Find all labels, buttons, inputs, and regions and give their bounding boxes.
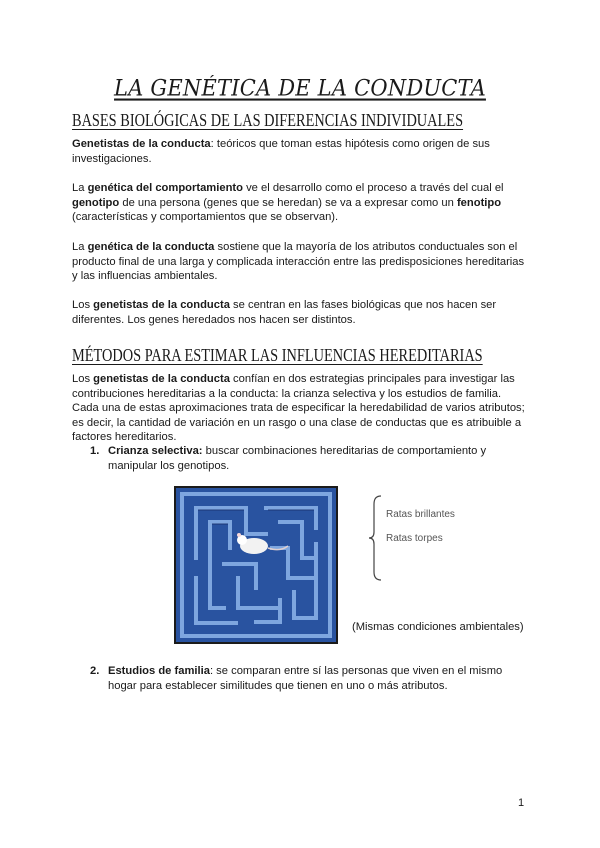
list-item-text: buscar combinaciones hereditarias de comportamiento y manipular los genotipos. (108, 445, 487, 472)
bold-term: fenotipo (456, 196, 502, 209)
paragraph-text: : teóricos que toman estas hipótesis como origen de sus investigaciones. (72, 138, 490, 165)
list-number: 2. (90, 665, 100, 677)
list-number: 1. (90, 445, 100, 457)
paragraph-text: La (72, 241, 88, 253)
bold-term: genética del comportamiento (87, 182, 243, 194)
paragraph-fases-biologicas (72, 298, 528, 327)
bold-term: genotipo (72, 196, 120, 209)
paragraph-text: sostiene que la mayoría de los atributos conductuales son el producto final de una larga y complicada interacción entre las predisposiciones hereditarias y las influencias ambientales. (72, 241, 525, 283)
paragraph-text: (características y comportamientos que se observan). (72, 211, 339, 224)
paragraph-genetica-conducta (72, 240, 528, 284)
paragraph-text: ve el desarrollo como el proceso a través del cual el (242, 182, 504, 194)
label-ratas-brillantes: Ratas brillantes (386, 509, 455, 520)
page-number: 1 (518, 797, 525, 809)
paragraph-text: se centran en las fases biológicas que nos hacen ser diferentes. Los genes heredados nos hacen ser distintos. (72, 299, 497, 326)
curly-brace-icon (368, 494, 384, 582)
bold-term: Crianza selectiva: (108, 445, 203, 457)
paragraph-text: Los (72, 299, 94, 311)
paragraph-genetistas (72, 137, 528, 166)
paragraph-estrategias (72, 372, 530, 445)
label-ratas-torpes: Ratas torpes (386, 533, 443, 544)
list-item-text: : se comparan entre sí las personas que viven en el mismo hogar para establecer similitudes que tienen en uno o más atributos. (108, 665, 503, 692)
list-item-body (108, 664, 513, 693)
bold-term: Genetistas de la conducta (72, 138, 211, 150)
paragraph-text: La (72, 182, 88, 194)
bold-term: genetistas de la conducta (93, 373, 230, 385)
section-heading-metodos: MÉTODOS PARA ESTIMAR LAS INFLUENCIAS HEREDITARIAS (72, 345, 483, 365)
section-heading-bases: BASES BIOLÓGICAS DE LAS DIFERENCIAS INDIVIDUALES (72, 110, 464, 130)
paragraph-text: confían en dos estrategias principales para investigar las contribuciones hereditarias a la conducta: la crianza selectiva y los estudios de familia. Cada una de estas aproximaciones trata de especificar la heredabilidad de varios atributos; es decir, la cantidad de variación en un rasgo o una clase de conductas que es atribuible a factores hereditarios. (72, 373, 525, 444)
page-title: LA GENÉTICA DE LA CONDUCTA (114, 75, 486, 101)
bold-term: genética de la conducta (87, 241, 215, 253)
maze-illustration (176, 488, 336, 642)
maze-rat-image (174, 486, 338, 644)
list-item-body (108, 444, 513, 473)
paragraph-text: Los (72, 373, 94, 385)
paragraph-text: de una persona (genes que se heredan) se va a expresar como un (119, 196, 457, 209)
paragraph-genetica-comportamiento (72, 181, 528, 225)
bold-term: Estudios de familia (108, 665, 210, 677)
bold-term: genetistas de la conducta (93, 299, 230, 311)
figure-caption: (Mismas condiciones ambientales) (352, 621, 524, 633)
